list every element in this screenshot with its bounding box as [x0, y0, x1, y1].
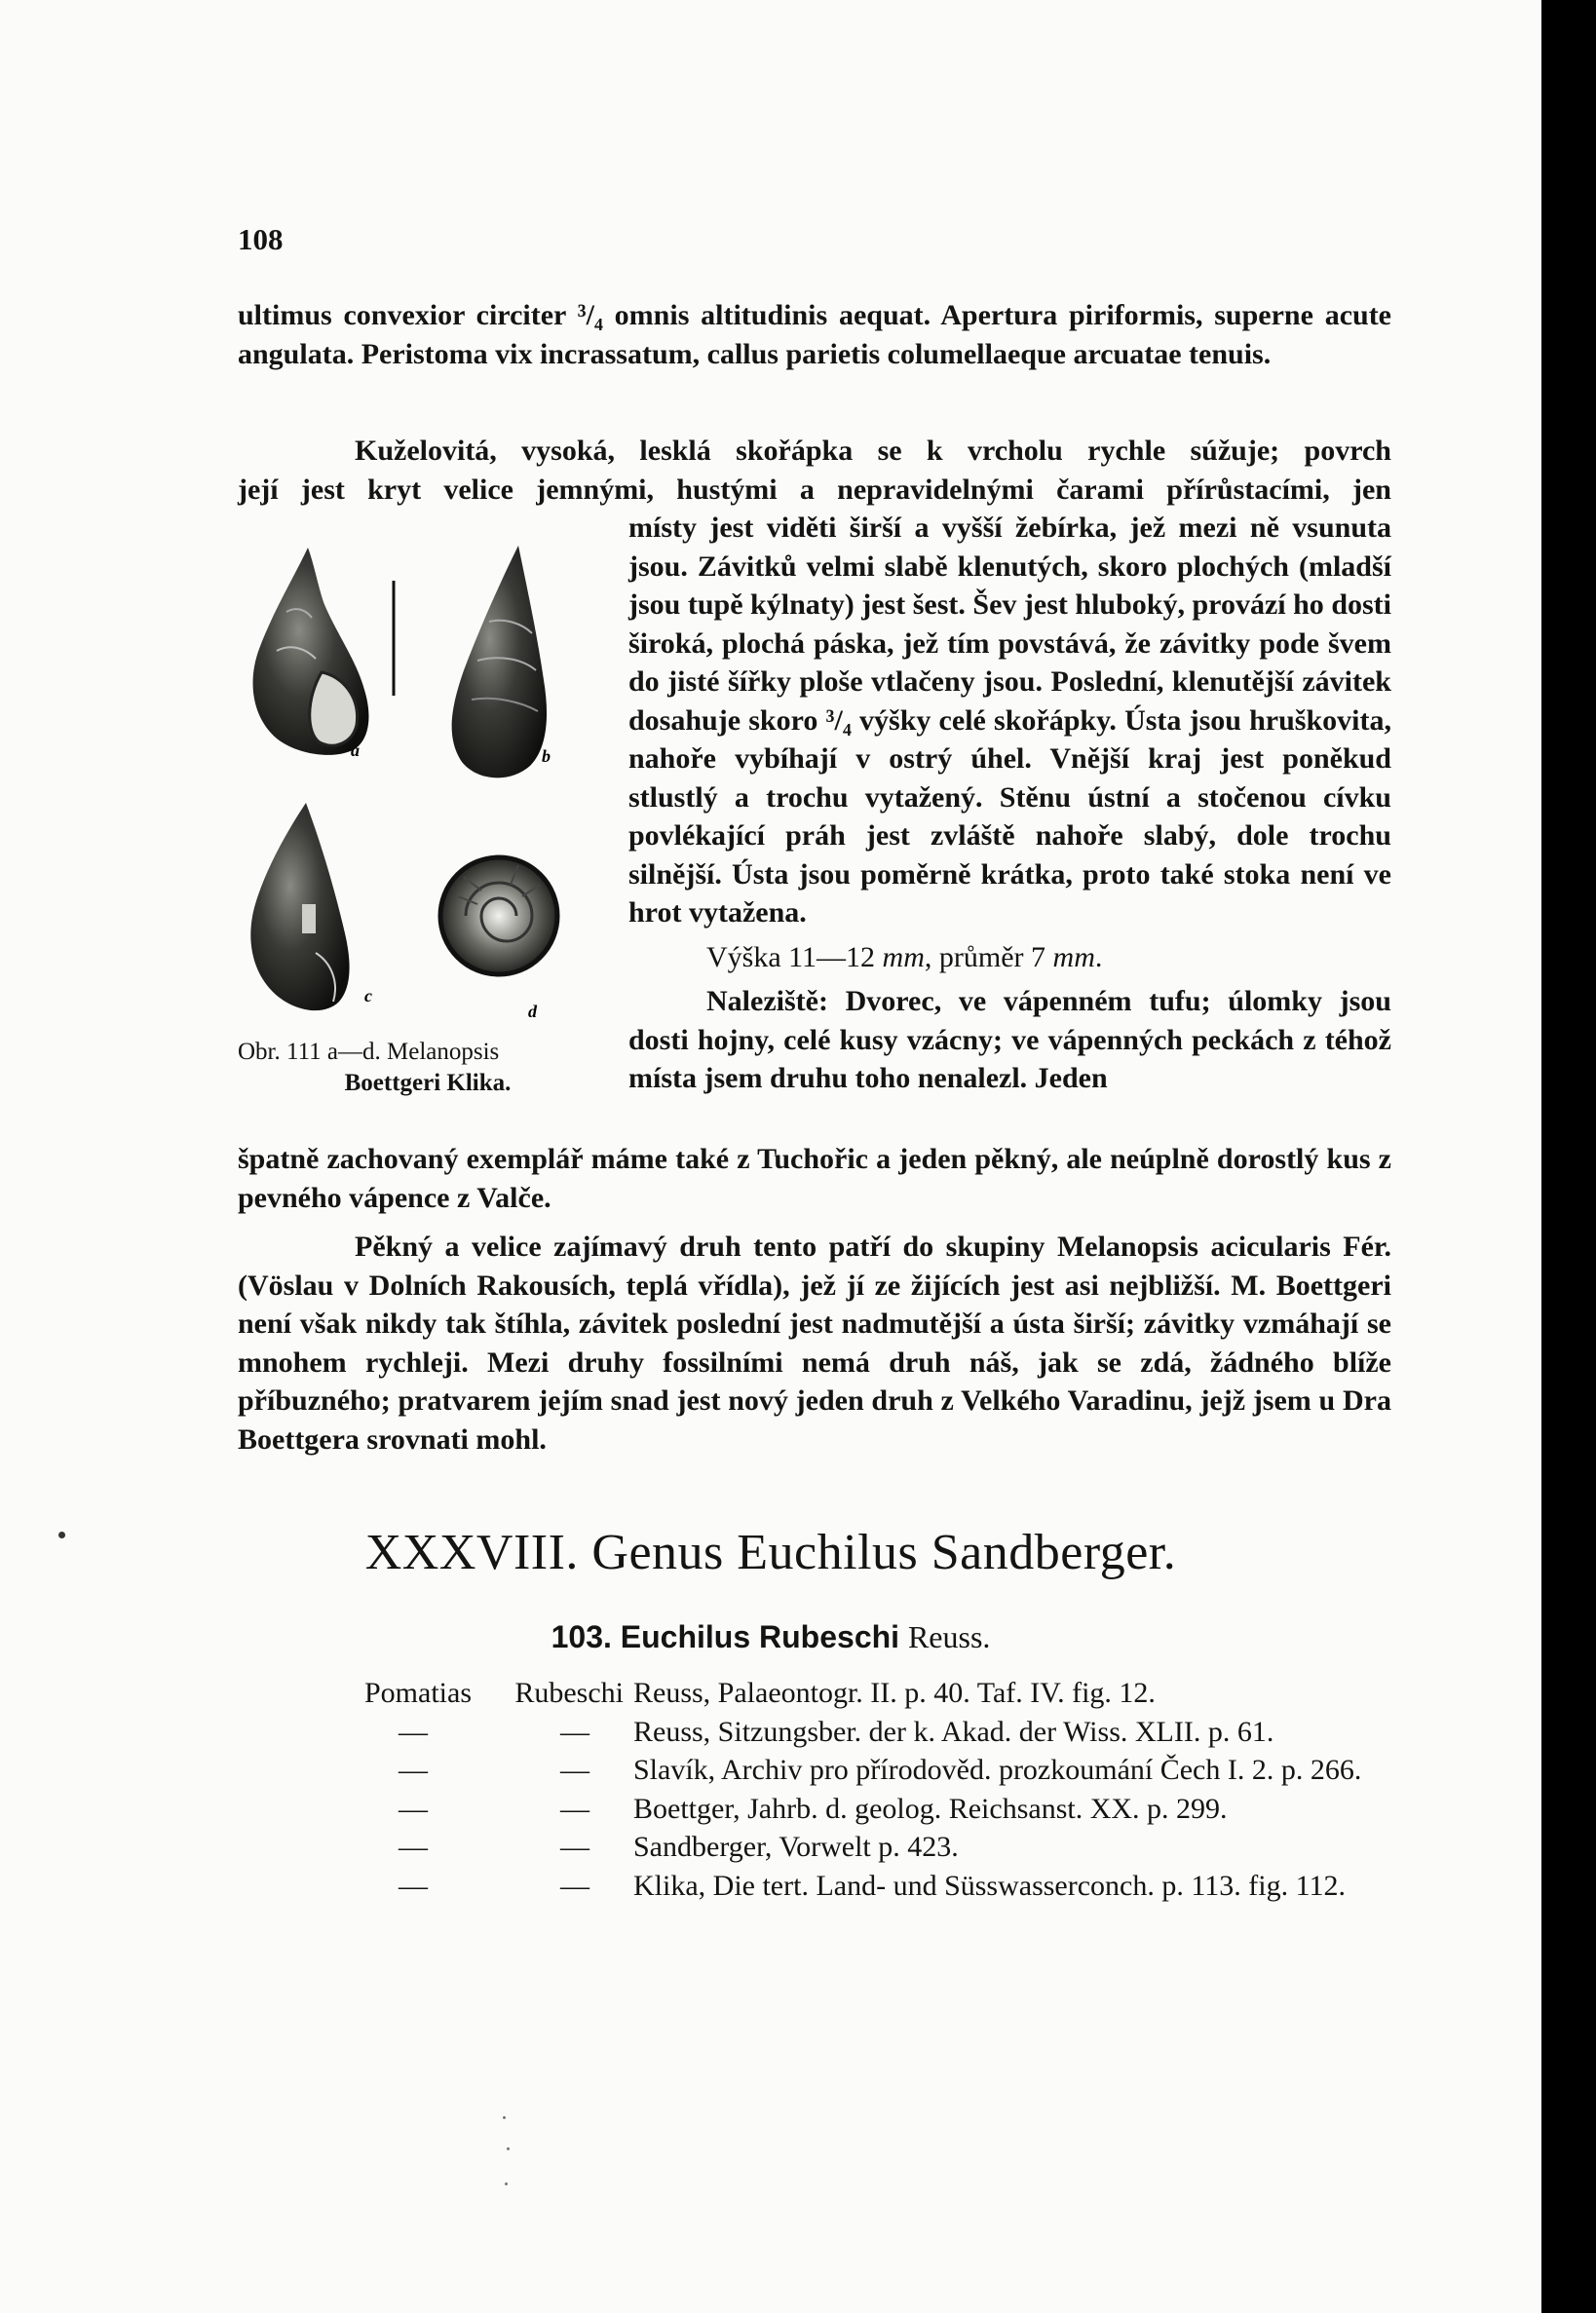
measurement-line — [628, 938, 1391, 977]
synonymy-species: — — [560, 1792, 589, 1825]
synonymy-row — [364, 1790, 1403, 1829]
caption-line-1: Obr. 111 a—d. Melanopsis — [238, 1039, 500, 1065]
locality-text: Naleziště: Dvorec, ve vápenném tufu; úlomky jsou dosti hojny, celé kusy vzácny; ve vápenných peckách z téhož místa jsem druhu toho nenalezl. Jeden — [628, 985, 1391, 1094]
paper-speck — [507, 2147, 510, 2150]
measure-unit-1: mm — [882, 940, 925, 973]
synonymy-label — [364, 1751, 633, 1790]
shell-d-drawing — [440, 857, 557, 974]
synonymy-label — [364, 1790, 633, 1829]
latin-paragraph — [238, 296, 1391, 373]
species-name: 103. Euchilus Rubeschi — [551, 1619, 900, 1654]
label-b: b — [542, 746, 551, 766]
measure-end: . — [1094, 940, 1103, 973]
synonymy-row — [364, 1867, 1403, 1906]
shell-illustrations — [238, 534, 608, 1031]
synonymy-species: — — [560, 1831, 589, 1863]
label-c: c — [364, 986, 372, 1005]
page-number: 108 — [238, 222, 284, 256]
locality-continuation — [238, 1140, 1391, 1217]
czech-description-text: místy jest viděti širší a vyšší žebírka, jež mezi ně vsunuta jsou. Závitků velmi slabě klenutých, skoro plochých (mladší jsou tupě kýlnaty) jest šest. Šev jest hluboký, provází ho dosti široká, plochá páska, jež tím povstává, že závitky pode švem do jisté šířky ploše vtlačeny jsou. Poslední, klenutější závitek dosahuje skoro ³/₄ výšky celé skořápky. Ústa jsou hruškovita, nahoře vybíhají v ostrý úhel. Vnější kraj jest poněkud stlustlý a trochu vytažený. Stěnu ústní a stočenou cívku povlékající práh jest zvláště nahoře slabý, dole trochu silnější. Ústa jsou poměrně krátka, proto také stoka není ve hrot vytažena. — [628, 512, 1391, 929]
shell-figure — [238, 534, 608, 1031]
section-heading: XXXVIII. Genus Euchilus Sandberger. — [364, 1525, 1177, 1580]
synonymy-row — [364, 1674, 1403, 1713]
synonymy-reference: Reuss, Sitzungsber. der k. Akad. der Wiss. XLII. p. 61. — [633, 1715, 1274, 1748]
synonymy-species: — — [560, 1754, 589, 1786]
label-a: a — [351, 740, 360, 760]
synonymy-reference: Reuss, Palaeontogr. II. p. 40. Taf. IV. fig. 12. — [633, 1677, 1156, 1709]
species-heading — [0, 1619, 1541, 1655]
shell-c-drawing — [250, 803, 349, 1010]
margin-dot — [58, 1532, 65, 1538]
czech-paragraph-start — [238, 432, 1391, 509]
locality-full-text: špatně zachovaný exemplář máme také z Tuchořic a jeden pěkný, ale neúplně dorostlý kus z pevného vápence z Valče. — [238, 1143, 1391, 1214]
synonymy-genus: — — [399, 1754, 428, 1786]
measure-unit-2: mm — [1052, 940, 1095, 973]
synonymy-species: Rubeschi — [514, 1677, 624, 1709]
figure-caption — [238, 1037, 618, 1099]
synonymy-reference: Boettger, Jahrb. d. geolog. Reichsanst. XX. p. 299. — [633, 1792, 1228, 1825]
shell-b-drawing — [452, 546, 547, 777]
latin-text: ultimus convexior circiter ³/₄ omnis altitudinis aequat. Apertura piriformis, superne acute angulata. Peristoma vix incrassatum, callus parietis columellaeque arcuatae tenuis. — [238, 299, 1391, 370]
czech-line-2: její jest kryt velice jemnými, hustými a nepravidelnými čarami přírůstacími, jen — [238, 473, 1391, 506]
synonymy-genus: Pomatias — [364, 1677, 472, 1709]
paper-speck — [503, 2116, 506, 2119]
label-d: d — [528, 1002, 537, 1021]
measure-mid: , průměr 7 — [924, 940, 1053, 973]
caption-line-2: Boettgeri Klika. — [344, 1070, 512, 1096]
synonymy-species: — — [560, 1869, 589, 1902]
synonymy-label — [364, 1713, 633, 1752]
synonymy-label — [364, 1674, 633, 1713]
synonymy-genus: — — [399, 1715, 428, 1748]
paragraph-2 — [238, 1228, 1391, 1459]
species-author: Reuss. — [907, 1619, 991, 1654]
synonymy-row — [364, 1751, 1403, 1790]
synonymy-row — [364, 1713, 1403, 1752]
paper-speck — [505, 2182, 508, 2185]
synonymy-species: — — [560, 1715, 589, 1748]
synonymy-reference: Sandberger, Vorwelt p. 423. — [633, 1831, 959, 1863]
synonymy-label — [364, 1828, 633, 1867]
synonymy-genus: — — [399, 1869, 428, 1902]
synonymy-genus: — — [399, 1831, 428, 1863]
shell-a-drawing — [253, 548, 369, 755]
synonymy-row — [364, 1828, 1403, 1867]
synonymy-list — [364, 1674, 1403, 1905]
synonymy-genus: — — [399, 1792, 428, 1825]
paragraph-2-text: Pěkný a velice zajímavý druh tento patří do skupiny Melanopsis acicularis Fér. (Vöslau v Dolních Rakousích, teplá vřídla), jež jí ze žijících jest asi nejbližší. M. Boettgeri není však nikdy tak štíhla, závitek poslední jest nadmutější a ústa širší; závitky vzmáhají se mnohem rychleji. Mezi druhy fossilními nemá druh náš, jak se zdá, žádného blíže příbuzného; pratvarem jejím snad jest nový jeden druh z Velkého Varadinu, jejž jsem u Dra Boettgera srovnati mohl. — [238, 1231, 1391, 1456]
czech-paragraph-beside-figure — [628, 509, 1391, 1098]
synonymy-label — [364, 1867, 633, 1906]
measure-prefix: Výška 11—12 — [706, 940, 883, 973]
synonymy-reference: Klika, Die tert. Land- und Süsswasserconch. p. 113. fig. 112. — [633, 1869, 1346, 1902]
synonymy-reference: Slavík, Archiv pro přírodověd. prozkoumání Čech I. 2. p. 266. — [633, 1754, 1362, 1786]
czech-line-1: Kuželovitá, vysoká, lesklá skořápka se k vrcholu rychle súžuje; povrch — [355, 435, 1391, 467]
